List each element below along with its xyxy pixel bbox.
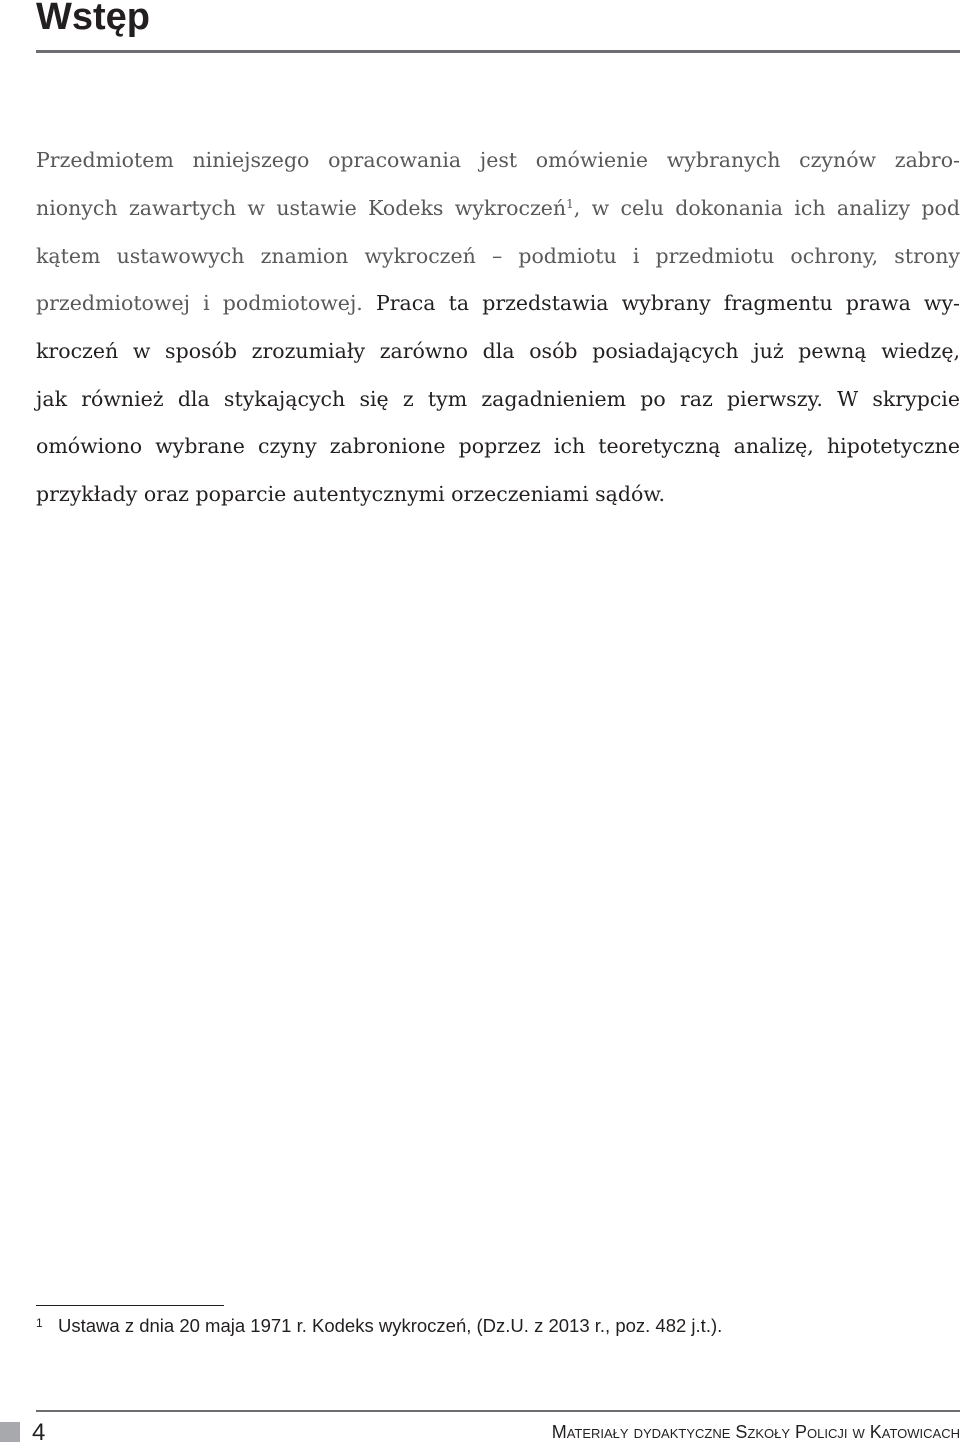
footnote-number: 1 bbox=[36, 1316, 43, 1330]
paragraph-line: kroczeń w sposób zrozumiały zarówno dla osób posiadających już pewną wiedzę, bbox=[36, 339, 960, 363]
paragraph-line: Przedmiotem niniejszego opracowania jest omówienie wybranych czynów zabro- bbox=[36, 148, 960, 172]
paragraph-line bbox=[36, 288, 960, 318]
footnote-text: Ustawa z dnia 20 maja 1971 r. Kodeks wykroczeń, (Dz.U. z 2013 r., poz. 482 j.t.). bbox=[58, 1315, 723, 1336]
page-number: 4 bbox=[32, 1419, 46, 1446]
footnote-reference[interactable]: 1 bbox=[566, 197, 574, 211]
paragraph-text: nionych zawartych w ustawie Kodeks wykroczeń bbox=[36, 196, 567, 220]
paragraph-line: omówiono wybrane czyny zabronione poprzez ich teoretyczną analizę, hipotetyczne bbox=[36, 434, 960, 458]
paragraph-line: jak również dla stykających się z tym zagadnieniem po raz pierwszy. W skrypcie bbox=[36, 387, 960, 411]
paragraph-text: , w celu dokonania ich analizy pod bbox=[573, 196, 960, 220]
footer-divider bbox=[36, 1410, 960, 1412]
footnote-divider bbox=[36, 1305, 224, 1306]
footer-square-marker bbox=[0, 1422, 20, 1442]
paragraph-line bbox=[36, 193, 960, 223]
paragraph-line: kątem ustawowych znamion wykroczeń – podmiotu i przedmiotu ochrony, strony bbox=[36, 244, 960, 268]
heading-divider bbox=[36, 50, 960, 53]
page-title: Wstęp bbox=[36, 0, 150, 38]
paragraph-text: przedmiotowej i podmiotowej. bbox=[36, 291, 363, 315]
paragraph-line: przykłady oraz poparcie autentycznymi orzeczeniami sądów. bbox=[36, 482, 666, 506]
paragraph-text: Praca ta przedstawia wybrany fragmentu prawa wy- bbox=[362, 291, 960, 315]
footer-publication-title: Materiały dydaktyczne Szkoły Policji w Katowicach bbox=[551, 1422, 960, 1442]
